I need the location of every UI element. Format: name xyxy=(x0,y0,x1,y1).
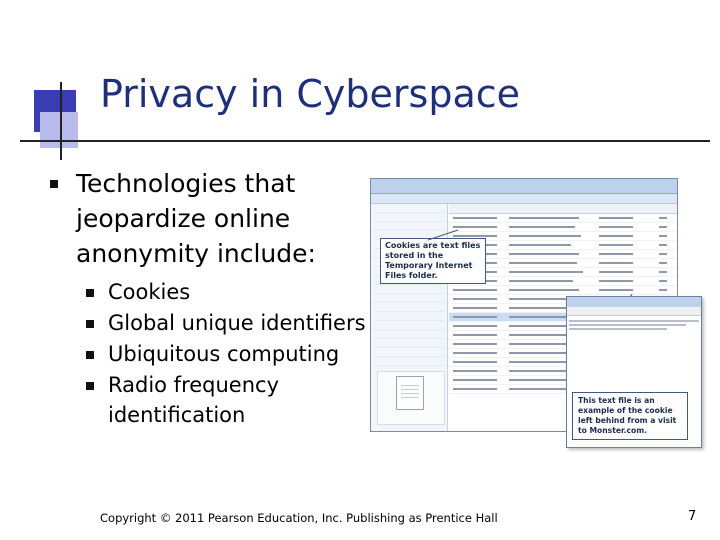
sub-bullet-square xyxy=(86,289,94,297)
sub-bullet-square xyxy=(86,320,94,328)
slide-title: Privacy in Cyberspace xyxy=(100,72,521,116)
sub-bullet-ubiquitous: Ubiquitous computing xyxy=(108,342,340,366)
slide-footer: Copyright © 2011 Pearson Education, Inc. Publishing as Prentice Hall xyxy=(100,511,498,525)
sub-bullet-cookies: Cookies xyxy=(108,280,191,304)
sub-bullet-square xyxy=(86,382,94,390)
decor-square-light xyxy=(40,112,78,148)
sub-bullet-rfid: Radio frequency identification xyxy=(108,373,280,427)
decor-vline xyxy=(60,82,62,160)
cookie-example-callout: This text file is an example of the cookie left behind from a visit to Monster.com. xyxy=(572,392,688,440)
main-bullet-text: Technologies that jeopardize online anonymity include: xyxy=(76,169,316,268)
sub-bullet-square xyxy=(86,351,94,359)
sub-bullet-guid: Global unique identifiers xyxy=(108,311,366,335)
notepad-titlebar xyxy=(567,297,701,307)
page-number: 7 xyxy=(688,509,697,524)
notepad-menubar xyxy=(567,307,701,316)
bullet-square xyxy=(50,180,58,188)
cookies-callout: Cookies are text files stored in the Temporary Internet Files folder. xyxy=(380,238,486,284)
notepad-text-area xyxy=(567,316,701,334)
decor-hline xyxy=(20,140,710,142)
